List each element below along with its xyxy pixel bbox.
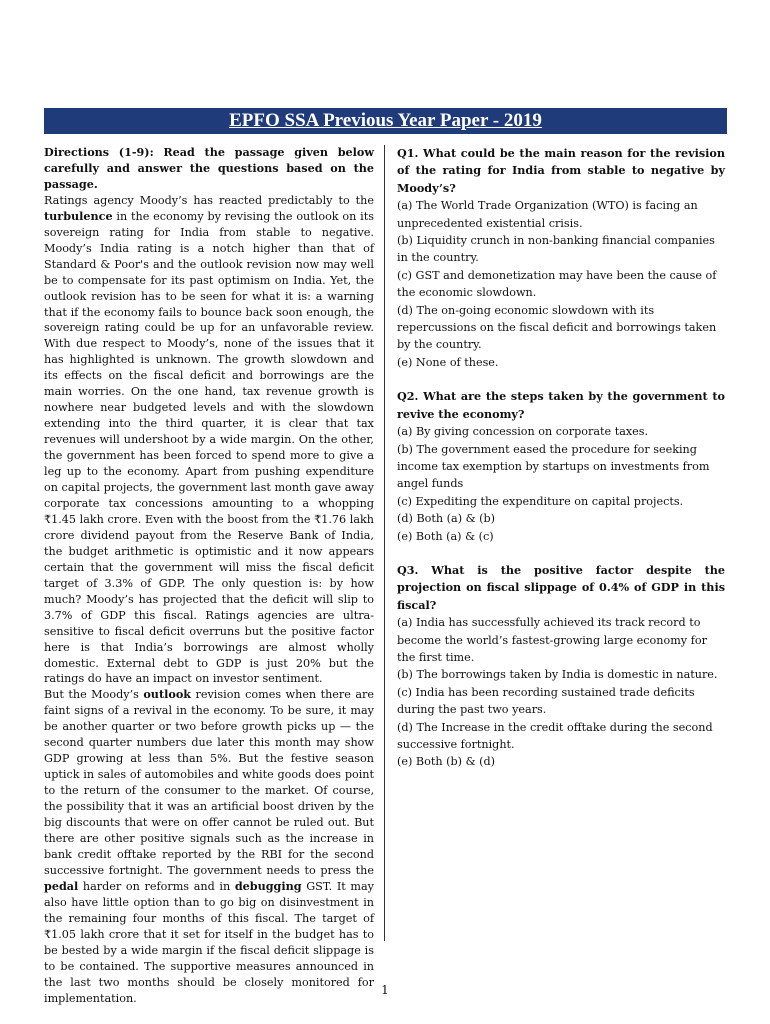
- bold-word: pedal: [44, 878, 79, 893]
- answer-option: (e) Both (a) & (c): [397, 529, 494, 543]
- page-title: EPFO SSA Previous Year Paper - 2019: [229, 110, 542, 131]
- answer-option: (a) India has successfully achieved its track record to become the world’s fastest-growing large economy for the first time.: [397, 616, 707, 664]
- question-block: [397, 388, 725, 545]
- question-text: Q2. What are the steps taken by the government to revive the economy?: [397, 389, 725, 421]
- passage-text: GST. It may also have little option than to go big on disinvestment in the remaining four months of this fiscal. The target of ₹1.05 lakh crore that it set for itself in the budget has to be bested by a wide margin if the fiscal deficit slippage is to be contained. The supportive measures announced in the last two months should be closely monitored for implementation.: [44, 879, 374, 1005]
- question-text: Q1. What could be the main reason for the revision of the rating for India from stable to negative by Moody’s?: [397, 146, 725, 195]
- passage-text: Ratings agency Moody’s has reacted predictably to the: [44, 193, 374, 207]
- questions-column: [397, 145, 725, 788]
- passage-text: harder on reforms and in: [78, 879, 235, 893]
- directions: Directions (1-9): Read the passage given below carefully and answer the questions based on the passage.: [44, 145, 374, 191]
- passage-paragraph-2: [44, 687, 374, 1006]
- answer-option: (c) Expediting the expenditure on capital projects.: [397, 494, 684, 508]
- answer-option: (e) None of these.: [397, 355, 499, 369]
- answer-option: (b) Liquidity crunch in non-banking financial companies in the country.: [397, 234, 715, 265]
- passage-text: revision comes when there are faint signs of a revival in the economy. To be sure, it may be another quarter or two before growth picks up — the second quarter numbers due later this month may show GDP growing at less than 5%. But the festive season uptick in sales of automobiles and white goods does point to the return of the consumer to the market. Of course, the possibility that it was an artificial boost driven by the big discounts that were on offer cannot be ruled out. But there are other positive signals such as the increase in bank credit offtake reported by the RBI for the second successive fortnight. The government needs to press the: [44, 688, 374, 877]
- answer-option: (a) By giving concession on corporate taxes.: [397, 425, 649, 439]
- answer-option: (d) The on-going economic slowdown with its repercussions on the fiscal deficit and borrowings taken by the country.: [397, 303, 717, 352]
- question-block: [397, 562, 725, 771]
- passage-paragraph-1: [44, 193, 374, 688]
- question-text: Q3. What is the positive factor despite the projection on fiscal slippage of 0.4% of GDP in this fiscal?: [397, 562, 725, 612]
- answer-option: (d) The Increase in the credit offtake during the second successive fortnight.: [397, 720, 713, 751]
- answer-option: (c) India has been recording sustained trade deficits during the past two years.: [397, 685, 695, 717]
- question-block: [397, 145, 725, 371]
- column-divider: [384, 145, 385, 941]
- bold-word: debugging: [234, 878, 302, 893]
- bold-word: outlook: [143, 687, 192, 702]
- passage-text: in the economy by revising the outlook on its sovereign rating for India from stable to negative. Moody’s India rating is a notch higher than that of Standard & Poor's and the outlook revision now may well be to compensate for its past optimism on India. Yet, the outlook revision has to be seen for what it is: a warning that if the economy fails to bounce back soon enough, the sovereign rating could be up for an unfavorable review. With due respect to Moody’s, none of the issues that it has highlighted is unknown. The growth slowdown and its effects on the fiscal deficit and borrowings are the main worries. On the one hand, tax revenue growth is nowhere near budgeted levels and with the slowdown extending into the third quarter, it is clear that tax revenues will undershoot by a wide margin. On the other, the government has been forced to spend more to give a leg up to the economy. Apart from pushing expenditure on capital projects, the government last month gave away corporate tax concessions amounting to a whopping ₹1.45 lakh crore. Even with the boost from the ₹1.76 lakh crore dividend payout from the Reserve Bank of India, the budget arithmetic is optimistic and it now appears certain that the government will miss the fiscal deficit target of 3.3% of GDP. The only question is: by how much? Moody’s has projected that the deficit will slip to 3.7% of GDP this fiscal. Ratings agencies are ultra-sensitive to fiscal deficit overruns but the positive factor here is that India’s borrowings are almost wholly domestic. External debt to GDP is just 20% but the ratings do have an impact on investor sentiment.: [44, 209, 374, 686]
- answer-option: (a) The World Trade Organization (WTO) is facing an unprecedented existential crisis.: [397, 199, 698, 230]
- passage-text: But the Moody’s: [44, 688, 144, 702]
- passage-column: [44, 145, 374, 1006]
- answer-option: (b) The government eased the procedure for seeking income tax exemption by startups on investments from angel funds: [397, 442, 710, 491]
- answer-option: (c) GST and demonetization may have been the cause of the economic slowdown.: [397, 268, 717, 300]
- bold-word: turbulence: [44, 208, 113, 223]
- answer-option: (e) Both (b) & (d): [397, 755, 495, 769]
- page-title-banner: [44, 108, 727, 134]
- page-number: 1: [381, 983, 389, 997]
- answer-option: (b) The borrowings taken by India is domestic in nature.: [397, 668, 718, 682]
- answer-option: (d) Both (a) & (b): [397, 512, 496, 526]
